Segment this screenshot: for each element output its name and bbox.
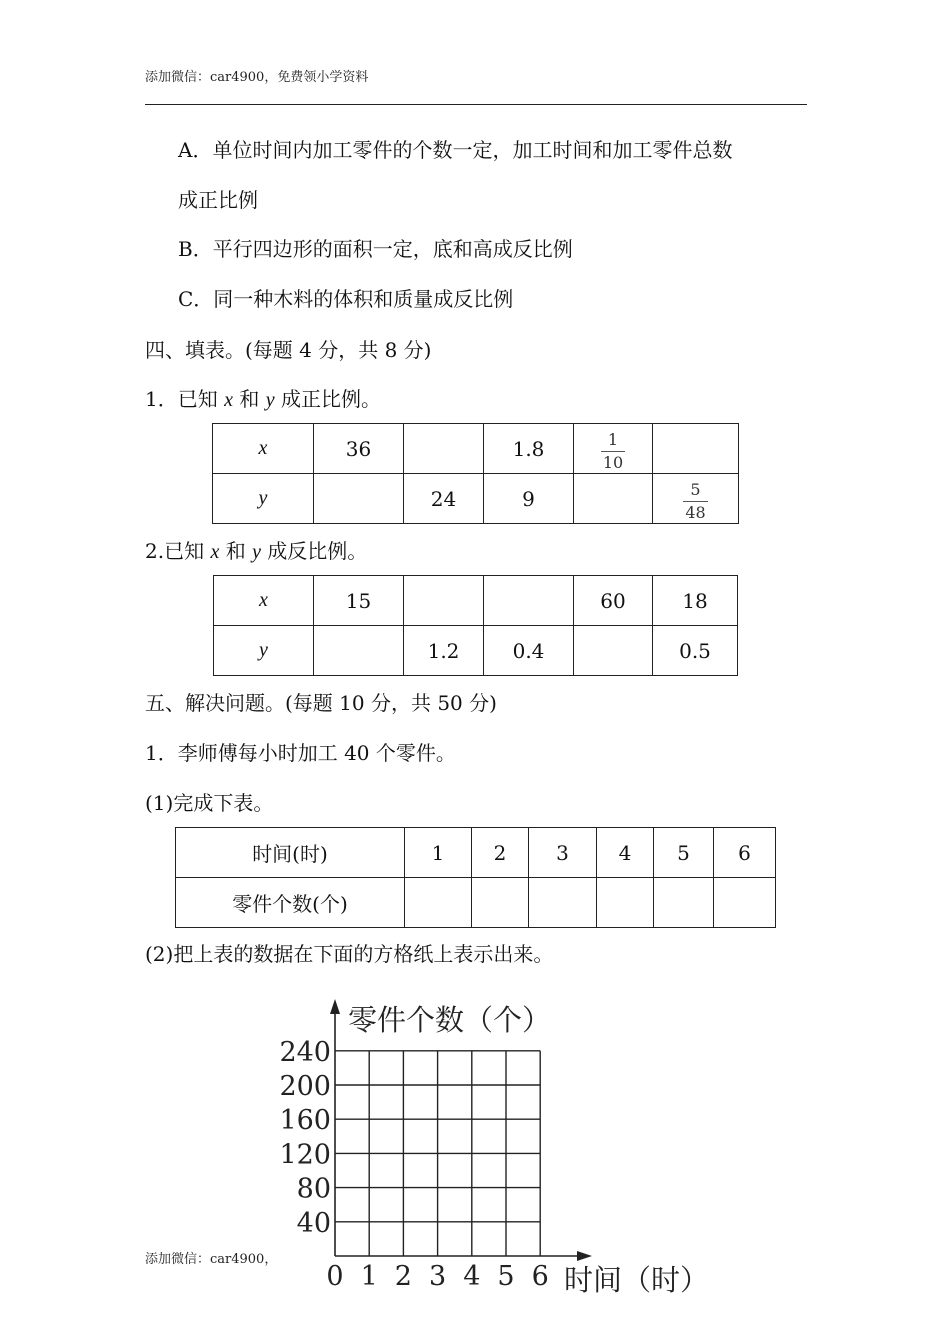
fraction-denominator: 10	[602, 453, 624, 472]
q1-var-x: x	[224, 389, 233, 411]
footer-note: 添加微信：car4900，	[145, 1252, 278, 1267]
table-cell: 15	[314, 576, 404, 626]
q2-prefix: 2.已知	[145, 539, 211, 563]
table-cell: 36	[314, 424, 404, 474]
y-tick-label: 160	[279, 1105, 331, 1137]
q1-mid: 和	[232, 387, 266, 411]
q2-mid: 和	[219, 539, 253, 563]
table-cell: 1.2	[404, 626, 484, 676]
q2-var-y: y	[252, 541, 261, 563]
q2-var-x: x	[210, 541, 220, 563]
option-c: C．同一种木料的体积和质量成反比例	[178, 287, 514, 311]
section5-title: 五、解决问题。(每题 10 分，共 50 分)	[145, 691, 497, 715]
table-cell-label: y	[213, 474, 314, 524]
table-cell: 1.8	[484, 424, 574, 474]
table-cell: 24	[404, 474, 484, 524]
table-header-cell: 1	[405, 828, 472, 878]
table-header-label: 时间(时)	[176, 828, 405, 878]
y-axis-label: 零件个数（个）	[348, 1003, 552, 1037]
section5-sub1: (1)完成下表。	[145, 791, 274, 815]
table-row-label: 零件个数(个)	[176, 878, 405, 928]
fraction-numerator: 5	[690, 480, 701, 499]
section5-sub2: (2)把上表的数据在下面的方格纸上表示出来。	[145, 942, 554, 966]
table-header-cell: 6	[714, 828, 776, 878]
option-a-line2: 成正比例	[178, 188, 258, 212]
section4-title: 四、填表。(每题 4 分，共 8 分)	[145, 338, 432, 362]
x-tick-label: 2	[394, 1261, 412, 1292]
y-tick-label: 80	[296, 1173, 331, 1205]
y-tick-label: 120	[279, 1139, 331, 1171]
q1-suffix: 成正比例。	[274, 387, 381, 411]
q2-suffix: 成反比例。	[260, 539, 368, 563]
q1-prefix: 1．已知	[145, 387, 225, 411]
table-header-cell: 5	[654, 828, 714, 878]
q1-var-y: y	[265, 389, 275, 411]
y-axis-arrow-icon	[330, 999, 340, 1014]
table-cell: 18	[653, 576, 738, 626]
x-tick-label: 4	[463, 1261, 481, 1292]
x-axis-arrow-icon	[577, 1251, 592, 1261]
table-header-cell: 3	[529, 828, 597, 878]
y-tick-label: 240	[279, 1036, 331, 1068]
table-cell: 0.4	[484, 626, 574, 676]
fraction-numerator: 1	[607, 430, 619, 449]
header-note: 添加微信：car4900，免费领小学资料	[145, 70, 369, 85]
table-cell-label: x	[214, 576, 314, 626]
option-b: B．平行四边形的面积一定，底和高成反比例	[178, 237, 573, 261]
fraction-denominator: 48	[685, 503, 706, 522]
table-cell-label: y	[214, 626, 314, 676]
table-header-cell: 2	[472, 828, 529, 878]
table-cell-label: x	[213, 424, 314, 474]
table-cell: 60	[574, 576, 653, 626]
x-tick-label: 1	[360, 1261, 378, 1292]
table-cell: 9	[484, 474, 574, 524]
x-axis-label: 时间（时）	[564, 1263, 710, 1297]
table-cell: 0.5	[653, 626, 738, 676]
table-header-cell: 4	[597, 828, 654, 878]
x-tick-label: 3	[429, 1261, 447, 1292]
y-tick-label: 40	[296, 1207, 331, 1239]
y-tick-label: 200	[279, 1071, 331, 1102]
x-tick-label: 5	[497, 1261, 515, 1292]
section5-q1: 1．李师傅每小时加工 40 个零件。	[145, 741, 456, 765]
x-tick-label: 6	[531, 1261, 549, 1292]
option-a-line1: A．单位时间内加工零件的个数一定，加工时间和加工零件总数	[178, 138, 733, 162]
x-tick-label: 0	[326, 1261, 344, 1292]
